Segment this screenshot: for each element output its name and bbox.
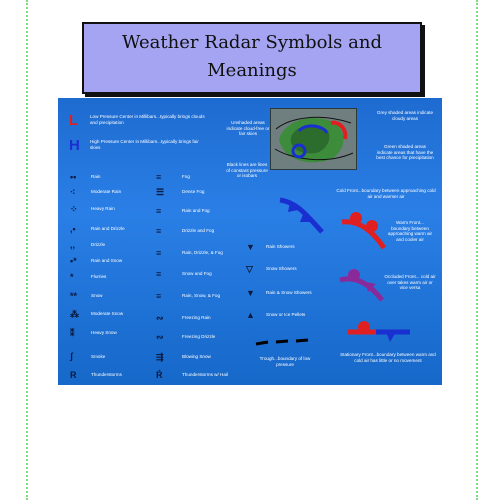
col1-label: Moderate Snow — [91, 311, 124, 316]
freezing-drizzle-icon: ∾ — [156, 332, 164, 342]
col1-label: Flurries — [91, 274, 107, 279]
rain-fog-icon: ≡ — [156, 206, 162, 216]
page-border-left — [26, 0, 28, 500]
col2-label: Thunderstorms w/ Hail — [182, 372, 228, 377]
snow-ice-pellets-icon: ▲ — [246, 310, 255, 320]
note-unshaded: Unshaded areas indicate cloud-free or fair skies — [226, 120, 270, 137]
thunderstorm-icon: R — [70, 370, 77, 380]
heavy-snow-icon: ⁑ — [70, 328, 75, 338]
map-inset — [270, 108, 357, 170]
warm-front-text: Warm Front... boundary between approaching warm air and cooler air — [387, 220, 433, 242]
col3-label: Snow or Ice Pellets — [266, 312, 306, 317]
thunderstorm-hail-icon: Ŕ — [156, 370, 163, 380]
rain-snow-fog-icon: ≡ — [156, 291, 162, 301]
rain-icon: •• — [70, 172, 77, 182]
blowing-snow-icon: ⇶ — [156, 352, 164, 362]
drizzle-fog-icon: ≡ — [156, 226, 162, 236]
heavy-rain-icon: ⁘ — [70, 204, 78, 214]
rain-snow-showers-icon: ▼ — [246, 288, 255, 298]
col3-label: Rain Showers — [266, 244, 295, 249]
cold-front-symbol — [276, 192, 328, 240]
occluded-front-symbol — [336, 266, 386, 306]
page-border-right — [476, 0, 478, 500]
smoke-icon: ʃ — [70, 351, 73, 361]
col2-label: Freezing Drizzle — [182, 334, 216, 339]
col2-label: Dense Fog — [182, 189, 205, 194]
warm-front-symbol — [338, 210, 390, 256]
high-pressure-letter: H — [69, 137, 80, 154]
snow-showers-icon: ▽ — [246, 264, 253, 274]
stationary-front-text: Stationary Front...boundary between warm and cold air has little or no movement — [340, 352, 436, 363]
rain-showers-icon: ▼ — [246, 242, 255, 252]
title-banner — [82, 22, 422, 94]
col2-label: Freezing Rain — [182, 315, 211, 320]
stationary-front-symbol — [344, 318, 414, 348]
col2-label: Rain and Fog — [182, 208, 210, 213]
col1-label: Heavy Rain — [91, 206, 115, 211]
col1-label: Drizzle — [91, 242, 106, 247]
note-grey-shaded: Grey shaded areas indicate cloudy areas — [376, 110, 434, 121]
low-pressure-letter: L — [69, 112, 79, 129]
rain-snow-icon: •* — [70, 256, 77, 266]
col1-label: Heavy Snow — [91, 330, 117, 335]
col3-label: Rain & Snow Showers — [266, 290, 312, 295]
col1-label: Thunderstorms — [91, 372, 122, 377]
col1-label: Snow — [91, 293, 103, 298]
col1-label: Rain — [91, 174, 101, 179]
col2-label: Rain, Snow, & Fog — [182, 293, 221, 298]
col2-label: Blowing Snow — [182, 354, 211, 359]
rain-drizzle-icon: ,• — [70, 224, 76, 234]
page-title: Weather Radar Symbols and Meanings — [122, 32, 382, 81]
col2-label: Snow and Fog — [182, 271, 212, 276]
rain-drizzle-fog-icon: ≡ — [156, 248, 162, 258]
moderate-snow-icon: ⁂ — [70, 309, 79, 319]
col2-label: Rain, Drizzle, & Fog — [182, 250, 223, 255]
note-black-lines: Black lines are lines of constant pressure or isobars — [226, 162, 268, 179]
trough-symbol — [254, 336, 310, 348]
col1-label: Smoke — [91, 354, 106, 359]
high-pressure-text: High Pressure Center in Millibars...typically brings fair skies — [90, 139, 199, 150]
drizzle-icon: ,, — [70, 240, 76, 250]
fog-icon: ≡ — [156, 172, 162, 182]
flurries-icon: * — [70, 272, 74, 282]
trough-text: Trough...boundary of low pressure — [259, 356, 311, 367]
col1-label: Rain and Drizzle — [91, 226, 125, 231]
col2-label: Fog — [182, 174, 190, 179]
note-green-shaded: Green shaded areas indicate areas that have the best chance for precipitation — [376, 144, 434, 161]
col1-label: Rain and Snow — [91, 258, 123, 263]
map-inset-graphic — [271, 109, 356, 169]
col2-label: Drizzle and Fog — [182, 228, 215, 233]
weather-symbols-poster — [58, 98, 442, 385]
freezing-rain-icon: ∾ — [156, 313, 164, 323]
occluded-front-text: Occluded Front... cold air over takes warm air or vice versa — [384, 274, 436, 291]
snow-fog-icon: ≡ — [156, 269, 162, 279]
snow-icon: ** — [70, 291, 78, 301]
cold-front-text: Cold Front...boundary between approaching cold air and warmer air — [336, 188, 436, 199]
moderate-rain-icon: ⁖ — [70, 187, 76, 197]
dense-fog-icon: ☰ — [156, 187, 165, 197]
col1-label: Moderate Rain — [91, 189, 122, 194]
low-pressure-text: Low Pressure Center in Millibars...typically brings clouds and precipitation — [90, 114, 205, 125]
col3-label: Snow Showers — [266, 266, 297, 271]
